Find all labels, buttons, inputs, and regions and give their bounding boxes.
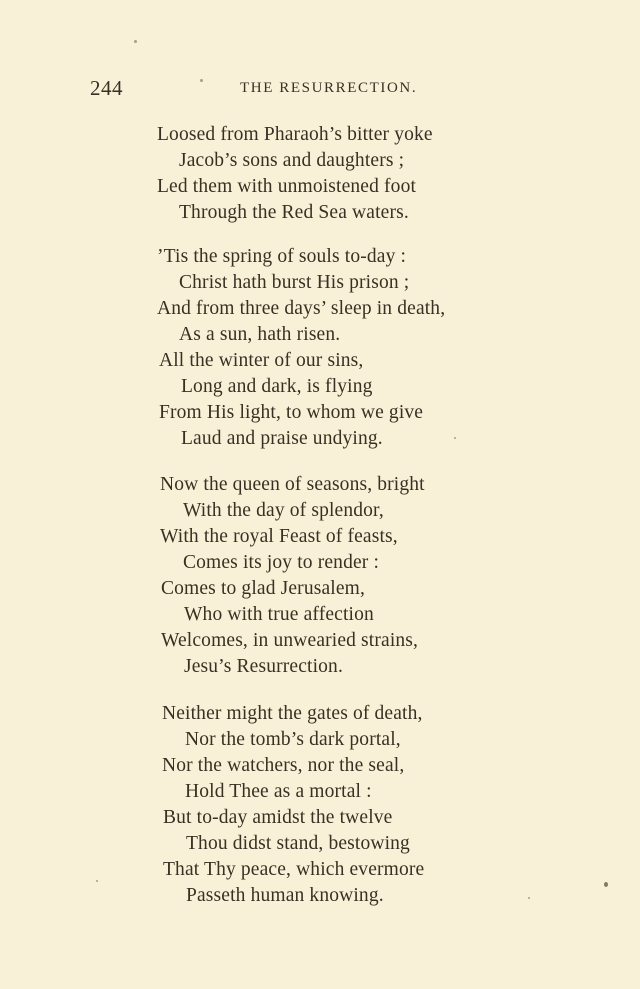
running-title: THE RESURRECTION.: [240, 80, 418, 96]
paper-speck: [200, 79, 203, 82]
poem-line: As a sun, hath risen.: [179, 324, 341, 345]
poem-line: Long and dark, is flying: [181, 376, 373, 397]
poem-line: Nor the tomb’s dark portal,: [185, 729, 401, 750]
poem-line: Now the queen of seasons, bright: [160, 474, 425, 495]
poem-line: ’Tis the spring of souls to-day :: [157, 246, 407, 267]
page-header: [0, 76, 640, 102]
poem-line: Nor the watchers, nor the seal,: [162, 755, 405, 776]
paper-speck: [604, 882, 608, 887]
poem-line: Passeth human knowing.: [186, 885, 384, 906]
poem-line: Comes to glad Jerusalem,: [161, 578, 365, 599]
poem-line: Jacob’s sons and daughters ;: [179, 150, 405, 171]
poem-line: Neither might the gates of death,: [162, 703, 423, 724]
poem-line: Hold Thee as a mortal :: [185, 781, 372, 802]
poem-line: From His light, to whom we give: [159, 402, 424, 423]
paper-speck: [528, 897, 530, 899]
poem-line: Led them with unmoistened foot: [157, 176, 417, 197]
poem-line: With the royal Feast of feasts,: [160, 526, 398, 547]
poem-line: Through the Red Sea waters.: [179, 202, 409, 223]
poem-line: Christ hath burst His prison ;: [179, 272, 410, 293]
poem-line: Loosed from Pharaoh’s bitter yoke: [157, 124, 433, 145]
poem-line: With the day of splendor,: [183, 500, 384, 521]
poem-line: That Thy peace, which evermore: [163, 859, 425, 880]
paper-speck: [96, 880, 98, 882]
page-number: 244: [90, 76, 123, 100]
poem-line: Jesu’s Resurrection.: [184, 656, 343, 677]
poem-line: Who with true affection: [184, 604, 374, 625]
poem-line: Welcomes, in unwearied strains,: [161, 630, 419, 651]
poem-line: All the winter of our sins,: [159, 350, 364, 371]
poem-line: Laud and praise undying.: [181, 428, 383, 449]
poem-line: And from three days’ sleep in death,: [157, 298, 446, 319]
poem-line: Thou didst stand, bestowing: [186, 833, 410, 854]
poem-line: But to-day amidst the twelve: [163, 807, 393, 828]
paper-speck: [454, 437, 456, 439]
poem-line: Comes its joy to render :: [183, 552, 380, 573]
paper-speck: [134, 40, 137, 43]
